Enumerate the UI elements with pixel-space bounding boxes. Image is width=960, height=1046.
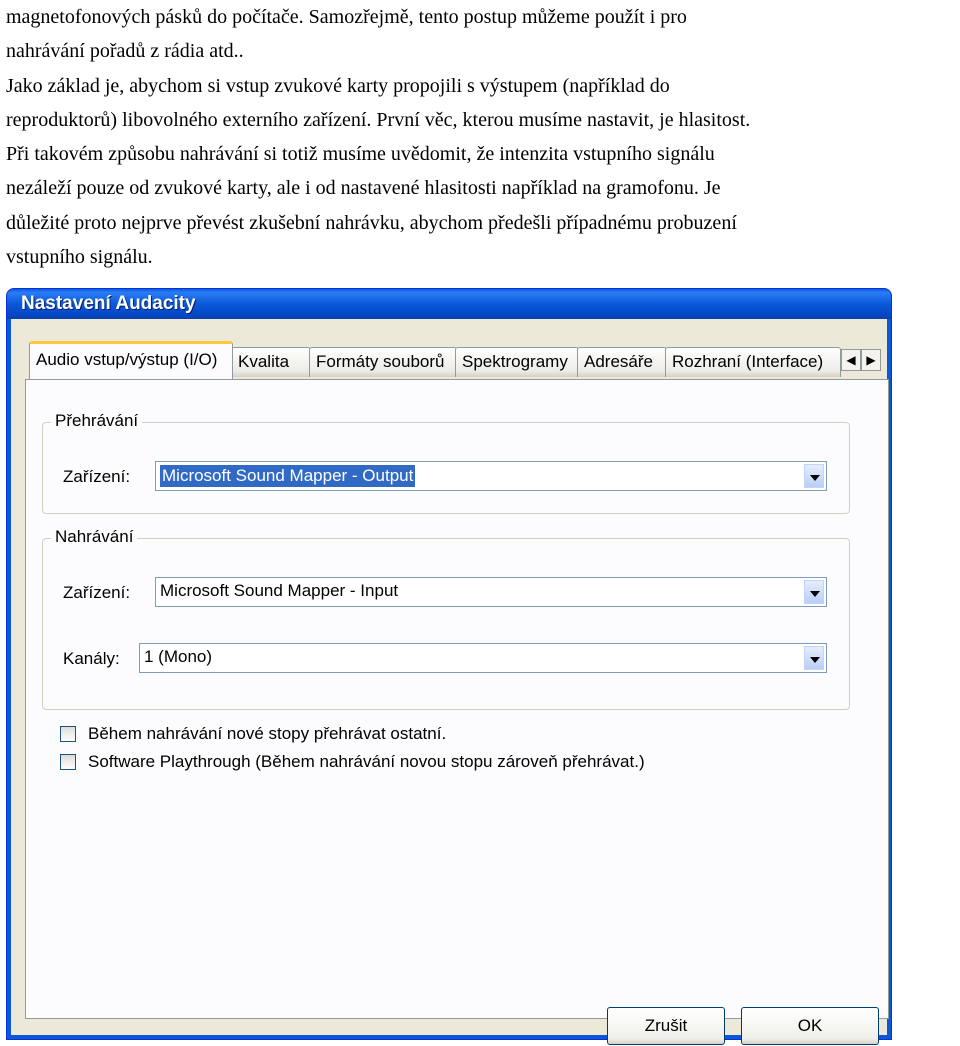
- arrow-left-icon: ◀: [846, 353, 856, 367]
- title-bar[interactable]: [7, 289, 891, 319]
- paragraph-line: důležité proto nejprve převést zkušební nahrávku, abychom předešli případnému probuzení: [6, 211, 737, 234]
- paragraph-line: nahrávání pořadů z rádia atd..: [6, 40, 244, 63]
- channels-value: 1 (Mono): [144, 647, 213, 666]
- software-playthrough-checkbox-label: Software Playthrough (Během nahrávání novou stopu zároveň přehrávat.): [88, 752, 645, 771]
- paragraph-line: Jako základ je, abychom si vstup zvukové karty propojili s výstupem (například do: [6, 74, 670, 97]
- tab-scroll-left-button[interactable]: [841, 349, 861, 371]
- paragraph-line: Při takovém způsobu nahrávání si totiž musíme uvědomit, že intenzita vstupního signálu: [6, 143, 715, 166]
- chevron-down-icon[interactable]: [804, 646, 824, 670]
- cancel-button[interactable]: Zrušit: [607, 1007, 725, 1045]
- playback-group-label: Přehrávání: [51, 411, 142, 431]
- arrow-right-icon: ▶: [866, 353, 876, 367]
- recording-device-select[interactable]: [155, 577, 827, 607]
- preferences-dialog: [6, 288, 892, 1040]
- tab-quality[interactable]: Kvalita: [231, 347, 311, 377]
- software-playthrough-checkbox[interactable]: [60, 754, 76, 770]
- overdub-checkbox-label: Během nahrávání nové stopy přehrávat ostatní.: [88, 724, 447, 743]
- paragraph-line: magnetofonových pásků do počítače. Samozřejmě, tento postup můžeme použít i pro: [6, 6, 687, 28]
- recording-group: [42, 527, 850, 710]
- chevron-down-icon[interactable]: [804, 464, 824, 488]
- paragraph-line: vstupního signálu.: [6, 246, 153, 269]
- tab-file-formats[interactable]: Formáty souborů: [309, 347, 457, 377]
- playback-device-select[interactable]: [155, 461, 827, 491]
- tab-spectrograms[interactable]: Spektrogramy: [455, 347, 579, 377]
- tab-interface[interactable]: Rozhraní (Interface): [665, 347, 841, 377]
- recording-group-label: Nahrávání: [51, 527, 137, 547]
- ok-button[interactable]: OK: [741, 1007, 879, 1045]
- chevron-down-icon[interactable]: [804, 580, 824, 604]
- paragraph-line: reproduktorů) libovolného externího zařízení. První věc, kterou musíme nastavit, je hlasitost.: [6, 108, 751, 131]
- document-text: [6, 0, 958, 274]
- tab-audio-io[interactable]: Audio vstup/výstup (I/O): [29, 341, 233, 379]
- recording-device-label: Zařízení:: [63, 583, 131, 602]
- playback-device-label: Zařízení:: [63, 467, 131, 486]
- tab-strip: [25, 341, 885, 381]
- playback-device-value: Microsoft Sound Mapper - Output: [162, 466, 414, 485]
- channels-label: Kanály:: [63, 649, 120, 668]
- recording-device-value: Microsoft Sound Mapper - Input: [160, 581, 399, 600]
- channels-select[interactable]: [139, 643, 827, 673]
- tab-panel-audio-io: [25, 379, 889, 1019]
- paragraph-line: nezáleží pouze od zvukové karty, ale i od nastavené hlasitosti například na gramofonu. Je: [6, 177, 721, 200]
- dialog-client-area: [11, 319, 887, 1035]
- playback-group: [42, 411, 850, 514]
- tab-scroll-right-button[interactable]: [861, 349, 881, 371]
- tab-directories[interactable]: Adresáře: [577, 347, 667, 377]
- overdub-checkbox[interactable]: [60, 726, 76, 742]
- dialog-title: Nastavení Audacity: [21, 293, 196, 314]
